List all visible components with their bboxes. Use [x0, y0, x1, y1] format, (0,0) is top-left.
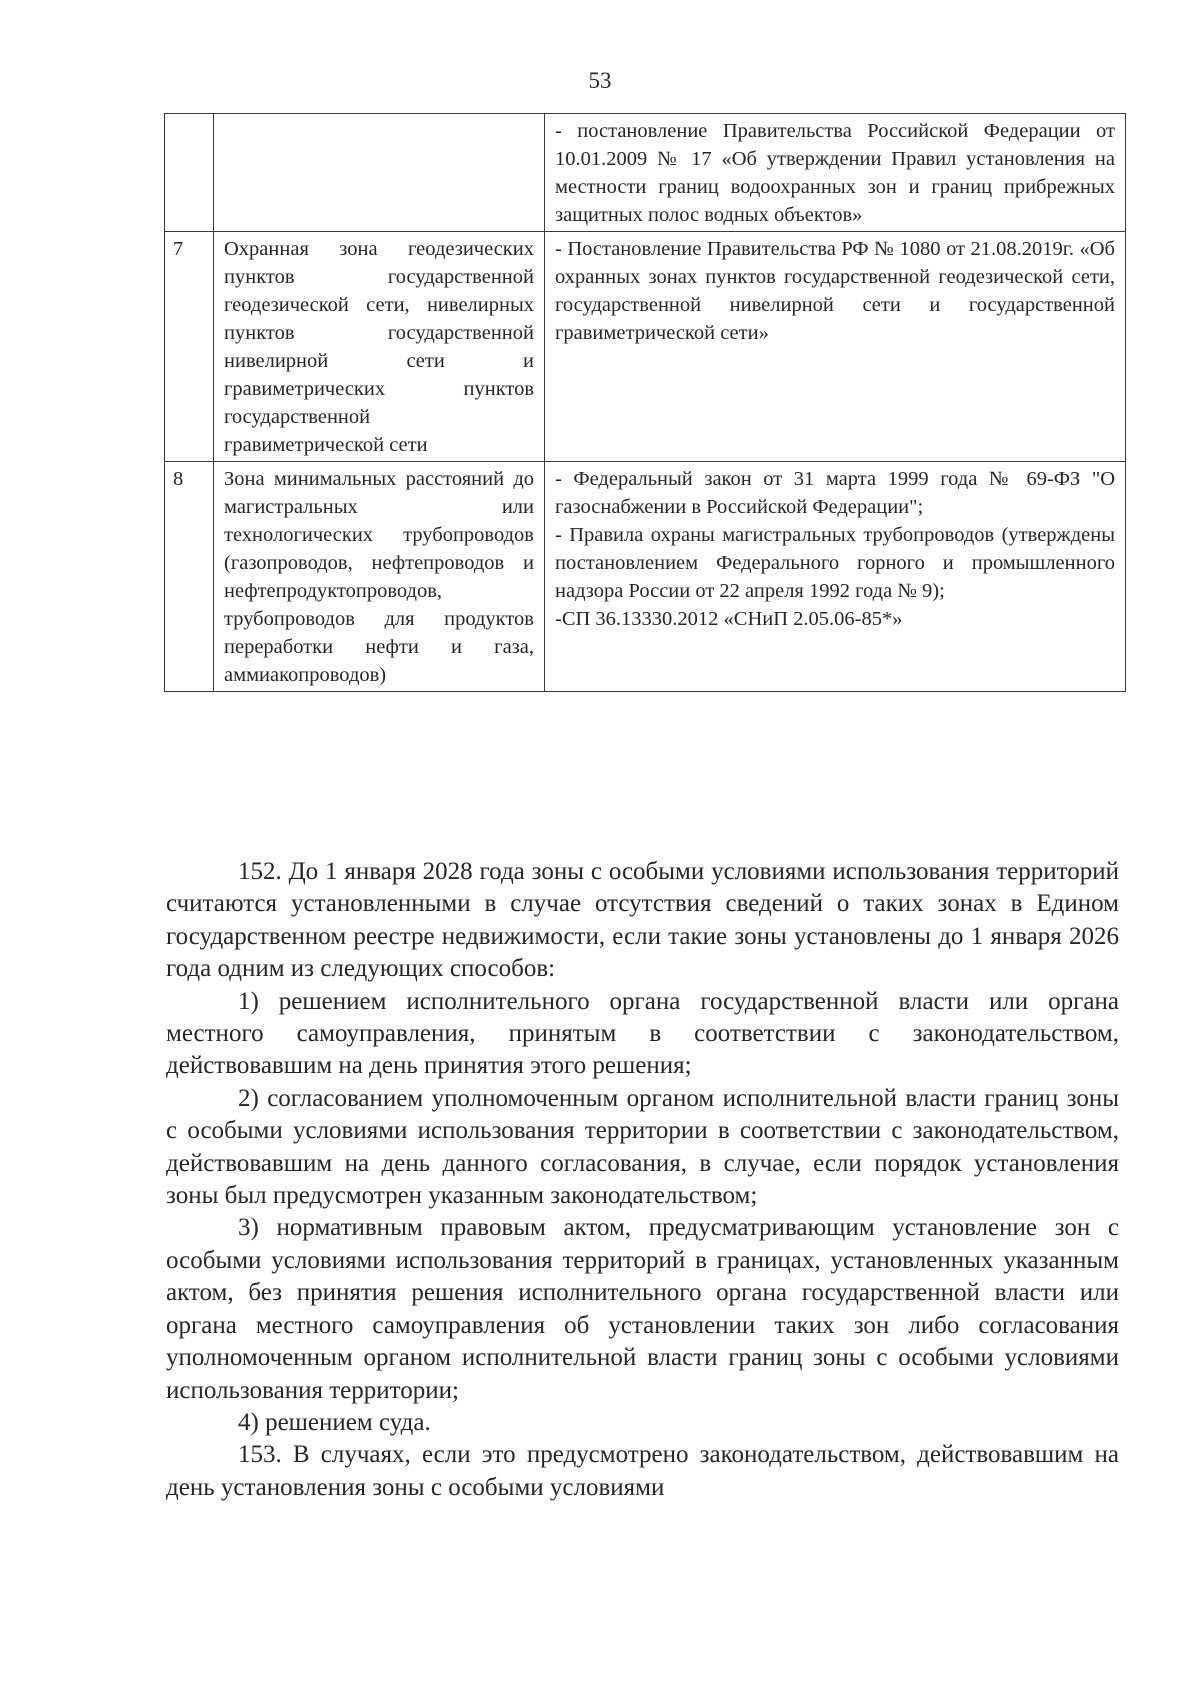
row-number-cell: 7	[165, 232, 214, 462]
legal-basis-cell	[545, 232, 1126, 462]
legal-basis-cell	[545, 114, 1126, 232]
zone-name-cell	[214, 114, 545, 232]
legal-basis-item: - Правила охраны магистральных трубопроводов (утверждены постановлением Федерального горного и промышленного надзора России от 22 апреля 1992 года № 9);	[555, 524, 1115, 602]
zones-table	[164, 113, 1126, 692]
list-item-4: 4) решением суда.	[238, 1408, 431, 1436]
list-item-3: 3) нормативным правовым актом, предусматривающим установление зон с особыми условиями использования территорий в границах, установленных указанным актом, без принятия решения исполнительного органа государственной власти или органа местного самоуправления об установлении таких зон либо согласования уполномоченным органом исполнительной власти границ зоны с особыми условиями использования территории;	[166, 1214, 1119, 1404]
paragraph-153: 153. В случаях, если это предусмотрено законодательством, действовавшим на день установления зоны с особыми условиями	[166, 1441, 1119, 1501]
legal-basis-item: - постановление Правительства Российской Федерации от 10.01.2009 № 17 «Об утверждении Правил установления на местности границ водоохранных зон и границ прибрежных защитных полос водных объектов»	[555, 120, 1115, 226]
zone-name-cell: Охранная зона геодезических пунктов государственной геодезической сети, нивелирных пунктов государственной нивелирной сети и гравиметрических пунктов государственной гравиметрической сети	[214, 232, 545, 462]
legal-basis-item: - Федеральный закон от 31 марта 1999 года № 69-ФЗ "О газоснабжении в Российской Федерации";	[555, 468, 1115, 518]
legal-basis-item: -СП 36.13330.2012 «СНиП 2.05.06-85*»	[555, 608, 903, 630]
list-item-2: 2) согласованием уполномоченным органом исполнительной власти границ зоны с особыми условиями использования территории в соответствии с законодательством, действовавшим на день данного согласования, в случае, если порядок установления зоны был предусмотрен указанным законодательством;	[166, 1084, 1119, 1210]
page-number: 53	[588, 68, 612, 93]
table-row	[165, 114, 1126, 232]
zone-name-cell: Зона минимальных расстояний до магистральных или технологических трубопроводов (газопроводов, нефтепроводов и нефтепродуктопроводов, трубопроводов для продуктов переработки нефти и газа, аммиакопроводов)	[214, 462, 545, 692]
table-row	[165, 462, 1126, 692]
legal-basis-item: - Постановление Правительства РФ № 1080 от 21.08.2019г. «Об охранных зонах пунктов государственной геодезической сети, государственной нивелирной сети и государственной гравиметрической сети»	[555, 238, 1115, 344]
table-row	[165, 232, 1126, 462]
row-number-cell: 8	[165, 462, 214, 692]
paragraph-152: 152. До 1 января 2028 года зоны с особыми условиями использования территорий считаются установленными в случае отсутствия сведений о таких зонах в Едином государственном реестре недвижимости, если такие зоны установлены до 1 января 2026 года одним из следующих способов:	[166, 858, 1119, 983]
list-item-1: 1) решением исполнительного органа государственной власти или органа местного самоуправления, принятым в соответствии с законодательством, действовавшим на день принятия этого решения;	[166, 987, 1119, 1080]
row-number-cell	[165, 114, 214, 232]
main-text	[166, 856, 1119, 1504]
legal-basis-cell	[545, 462, 1126, 692]
